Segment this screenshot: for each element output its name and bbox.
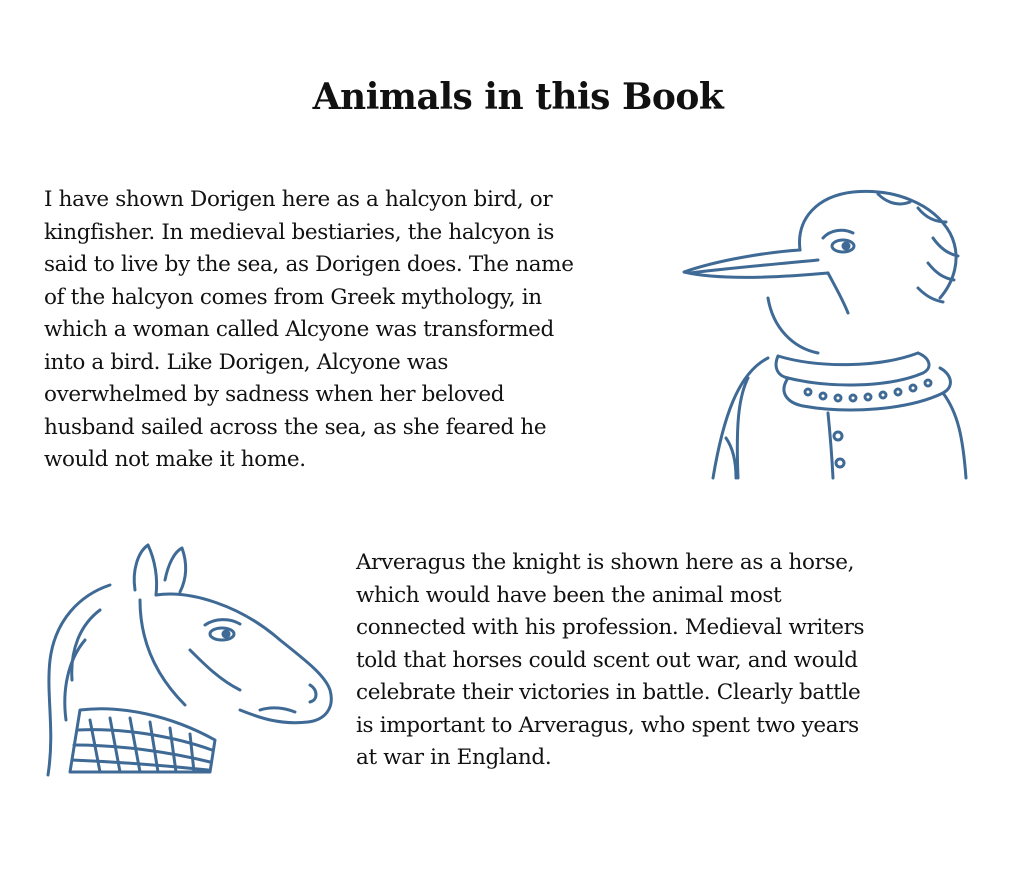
paragraph-line: celebrate their victories in battle. Clearly battle [356, 680, 861, 705]
paragraph-line: connected with his profession. Medieval writers [356, 615, 865, 640]
paragraph-line: Arveragus the knight is shown here as a horse, [356, 550, 855, 575]
paragraph-line: is important to Arveragus, who spent two years [356, 712, 859, 738]
kingfisher-illustration [678, 178, 978, 483]
paragraph-line: at war in England. [356, 745, 552, 770]
paragraph-line: which would have been the animal most [356, 582, 782, 608]
horse-illustration [40, 540, 340, 780]
paragraph-line: would not make it home. [44, 447, 306, 472]
paragraph-dorigen [44, 184, 574, 477]
paragraph-line: I have shown Dorigen here as a halcyon bird, or [44, 187, 553, 212]
paragraph-line: which a woman called Alcyone was transformed [44, 317, 554, 342]
paragraph-line: of the halcyon comes from Greek mythology, in [44, 284, 542, 310]
paragraph-line: said to live by the sea, as Dorigen does. The name [44, 252, 574, 277]
paragraph-line: husband sailed across the sea, as she feared he [44, 414, 547, 440]
paragraph-line: told that horses could scent out war, and would [356, 647, 858, 673]
paragraph-line: into a bird. Like Dorigen, Alcyone was [44, 349, 449, 375]
paragraph-arveragus [356, 547, 864, 775]
paragraph-line: kingfisher. In medieval bestiaries, the halcyon is [44, 219, 555, 245]
page-title: Animals in this Book [312, 76, 724, 118]
paragraph-line: overwhelmed by sadness when her beloved [44, 382, 505, 407]
